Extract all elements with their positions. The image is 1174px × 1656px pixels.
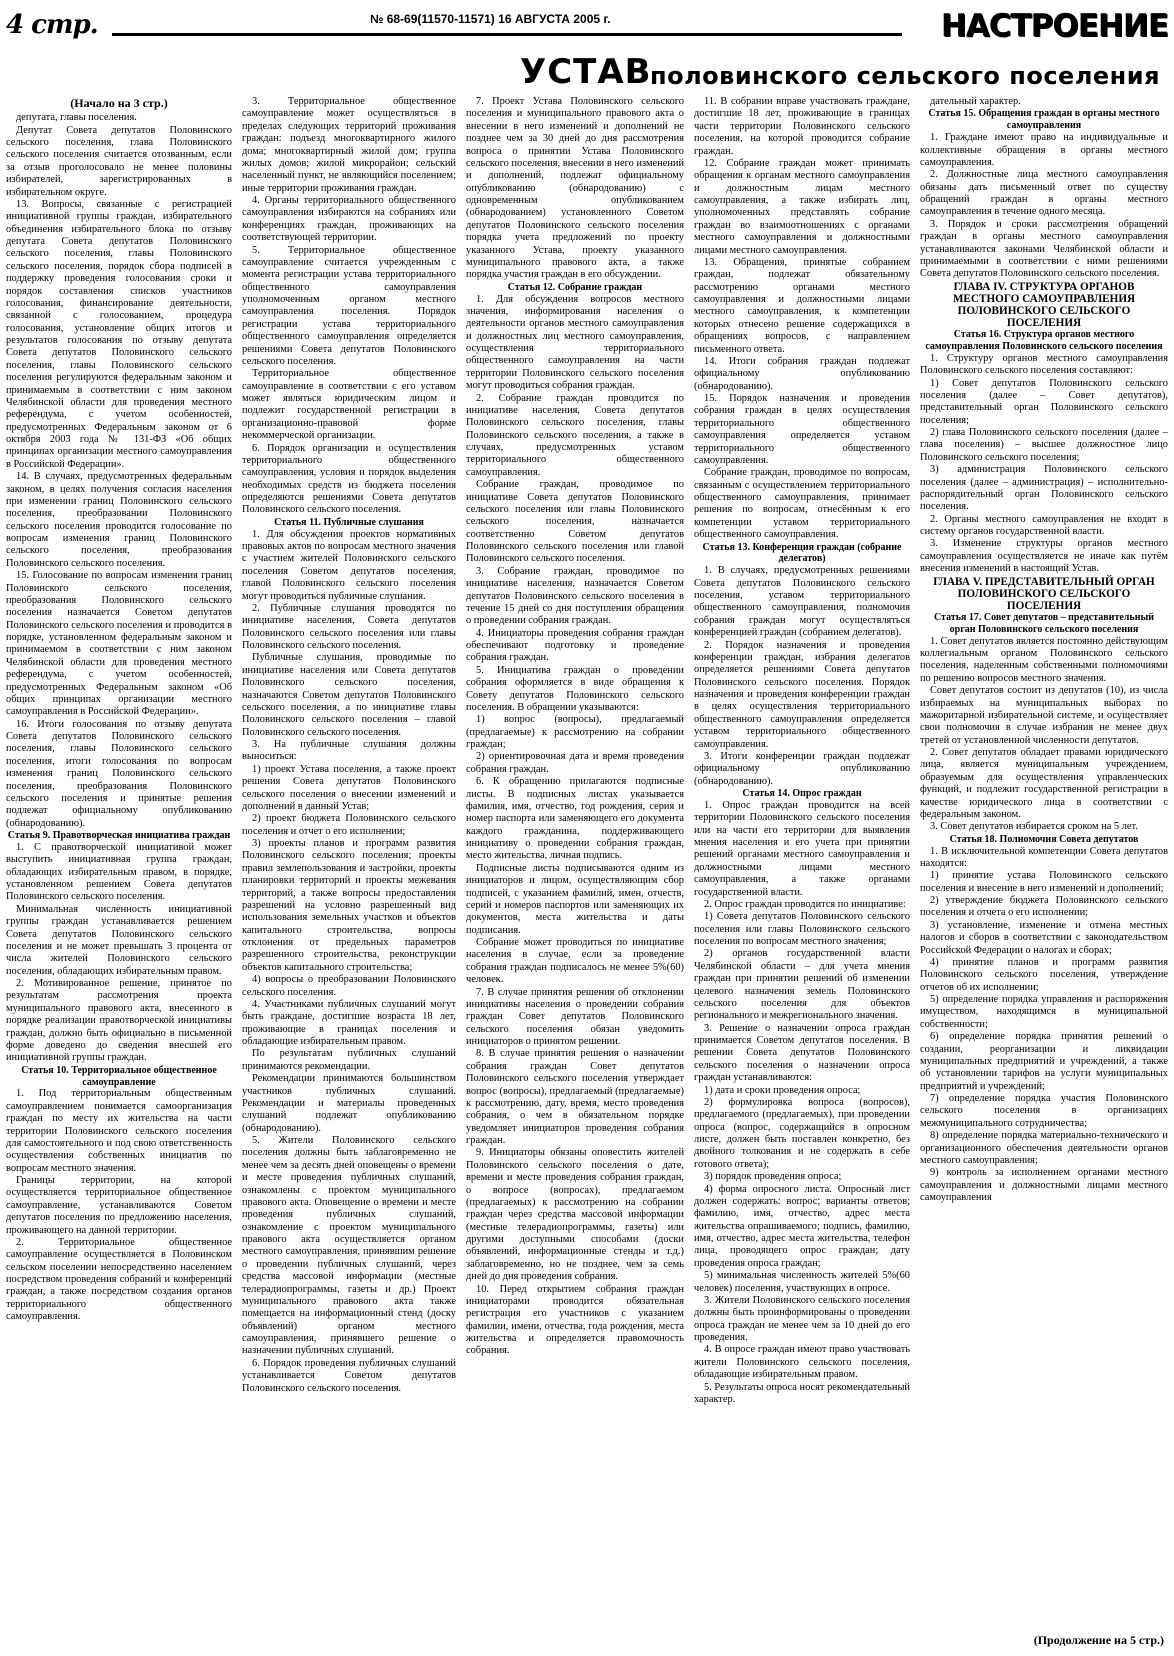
article-body	[6, 96, 1168, 1650]
paragraph: Минимальная численность инициативной группы граждан устанавливается решением Совета депутатов Половинского сельского поселения и не может превышать 3 процента от числа жителей Половинского сельского поселения, обладающих избирательным правом.	[6, 903, 232, 977]
paragraph: 2) проект бюджета Половинского сельского поселения и отчет о его исполнении;	[242, 813, 456, 837]
paragraph: 1. В исключительной компетенции Совета депутатов находятся:	[920, 845, 1168, 869]
paragraph: 6. Порядок проведения публичных слушаний устанавливается Советом депутатов Половинского сельского поселения.	[242, 1357, 456, 1394]
article-heading: Статья 14. Опрос граждан	[742, 788, 862, 800]
paragraph: Подписные листы подписываются одним из инициаторов и лицом, осуществляющим сбор подписей, с указанием фамилий, имен, отчеств, серий и номеров паспортов или заменяющих их документов, места жительства и даты подписания.	[466, 862, 684, 936]
text-column-3	[466, 96, 684, 1650]
paragraph: 5. Результаты опроса носят рекомендательный характер.	[694, 1381, 910, 1405]
paragraph: 2. Публичные слушания проводятся по инициативе населения, Совета депутатов Половинского сельского поселения или главы Половинского сельского поселения.	[242, 602, 456, 652]
paragraph: 2) глава Половинского сельского поселения (далее – глава поселения) – высшее должностное лицо Половинского сельского поселения;	[920, 427, 1168, 463]
paragraph: 6. Порядок организации и осуществления территориального общественного самоуправления, условия и порядок выделения необходимых средств из бюджета поселения определяются решениями Совета депутатов Половинского сельского поселения.	[242, 442, 456, 516]
paragraph: Рекомендации принимаются большинством участников публичных слушаний. Рекомендации и материалы проведенных слушаний подлежат опубликованию (обнародованию).	[242, 1073, 456, 1134]
paragraph: По результатам публичных слушаний принимаются рекомендации.	[242, 1048, 456, 1072]
masthead-rule	[112, 33, 902, 36]
paragraph: Публичные слушания, проводимые по инициативе населения или Совета депутатов Половинского сельского поселения, назначаются Советом депутатов Половинского сельского поселения, а по инициативе главы Половинского сельского поселения – главой Половинского сельского поселения.	[242, 652, 456, 738]
paragraph: 5. Инициатива граждан о проведении собрания оформляется в виде обращения к Совету депутатов Половинского сельского поселения. В обращении указываются:	[466, 664, 684, 713]
paragraph: 2. Органы местного самоуправления не входят в систему органов государственной власти.	[920, 513, 1168, 538]
paragraph: 11. В собрании вправе участвовать граждане, достигшие 18 лет, проживающие в границах части территории Половинского сельского поселения, на которой проводится собрание граждан.	[694, 96, 910, 157]
paragraph: 2. Собрание граждан проводится по инициативе населения, Совета депутатов Половинского сельского поселения, главы Половинского сельского поселения, а также в случаях, предусмотренных уставом территориального общественного самоуправления.	[466, 392, 684, 478]
headline-title: УСТАВ	[520, 52, 652, 92]
paragraph: 13. Обращения, принятые собранием граждан, подлежат обязательному рассмотрению органами местного самоуправления и должностными лицами местного самоуправления, к компетенции которых отнесено решение содержащихся в обращениях вопросов, с направлением письменного ответа.	[694, 256, 910, 355]
paragraph: 2. Совет депутатов обладает правами юридического лица, является муниципальным учреждением, образуемым для осуществления управленческих функций, и подлежит государственной регистрации в качестве юридического лица в соответствии с федеральным законом.	[920, 747, 1168, 820]
issue-info: № 68-69(11570-11571) 16 АВГУСТА 2005 г.	[364, 12, 617, 26]
paragraph: 1) дата и сроки проведения опроса;	[704, 1084, 861, 1096]
paragraph: 9. Инициаторы обязаны оповестить жителей Половинского сельского поселения о дате, времени и месте проведения собрания граждан, о вопросе (вопросах), предлагаемом (предлагаемых) к рассмотрению на собрании граждан через средства массовой информации (местные телерадиопрограммы, газеты) или другими доступными способами (доски объявлений, информационные стенды и т.д.) заблаговременно, но не позднее, чем за семь дней до дня проведения собрания.	[466, 1147, 684, 1283]
article-heading: Статья 18. Полномочия Совета депутатов	[949, 833, 1139, 845]
headline-subtitle: половинского сельского поселения	[650, 62, 1160, 90]
section-title: НАСТРОЕНИЕ	[940, 8, 1168, 44]
paragraph: 1. Граждане имеют право на индивидуальные и коллективные обращения в органы местного самоуправления.	[920, 132, 1168, 168]
paragraph: 2) формулировка вопроса (вопросов), предлагаемого (предлагаемых), при проведении опроса (вопрос, содержащийся в опросном листе, должен быть поставлен конкретно, без двойного толкования и не содержать в себе готового ответа);	[694, 1096, 910, 1170]
paragraph: 5) минимальная численность жителей 5%(60 человек) поселения, участвующих в опросе.	[694, 1270, 910, 1294]
article-heading: Статья 12. Собрание граждан	[507, 281, 643, 293]
paragraph: 7) определение порядка участия Половинского сельского поселения в организациях межмуниципального сотрудничества;	[920, 1093, 1168, 1129]
text-column-5	[920, 96, 1168, 1650]
continuation-note: (Продолжение на 5 стр.)	[1030, 1631, 1168, 1650]
paragraph: 12. Собрание граждан может принимать обращения к органам местного самоуправления и должностным лицам местного самоуправления, а также избирать лиц, уполномоченных представлять собрание граждан во взаимоотношениях с органами местного самоуправления и должностными лицами местного самоуправления.	[694, 157, 910, 256]
paragraph: 5. Жители Половинского сельского поселения должны быть заблаговременно не менее чем за десять дней оповещены о времени и месте проведения публичных слушаний, ознакомлены с проектом муниципального правового акта. Оповещение о времени и месте проведения публичных слушаний, ознакомление с проектом муниципального правового акта осуществляется органом местного самоуправления, принявшим решение о проведении публичных слушаний, через средства массовой информации (местные телерадиопрограммы, газеты и др.) Проект муниципального правового акта также помещается на информационный стенд (доску объявлений) органом местного самоуправления, принявшего решение о назначении публичных слушаний.	[242, 1135, 456, 1357]
continued-note: (Начало на 3 стр.)	[70, 96, 168, 110]
article-heading: Статья 9. Правотворческая инициатива граждан	[7, 830, 231, 842]
paragraph: 3. На публичные слушания должны выноситься:	[242, 739, 456, 763]
paragraph: 2. Опрос граждан проводится по инициативе:	[704, 898, 906, 910]
paragraph: 4. Участниками публичных слушаний могут быть граждане, достигшие возраста 18 лет, проживающие в границах поселения и обладающие избирательным правом.	[242, 998, 456, 1048]
article-heading: Статья 10. Территориальное общественное самоуправление	[21, 1064, 217, 1088]
chapter-heading: ГЛАВА V. ПРЕДСТАВИТЕЛЬНЫЙ ОРГАН ПОЛОВИНСКОГО СЕЛЬСКОГО ПОСЕЛЕНИЯ	[933, 575, 1155, 612]
paragraph: 3. Жители Половинского сельского поселения должны быть проинформированы о проведении опроса граждан не менее чем за 10 дней до его проведения.	[694, 1294, 910, 1344]
paragraph: 3) установление, изменение и отмена местных налогов и сборов в соответствии с законодательством Российской Федерации о налогах и сборах;	[920, 919, 1168, 956]
paragraph: 9) контроль за исполнением органами местного самоуправления и должностными лицами местного самоуправления	[920, 1167, 1168, 1204]
paragraph: 6. К обращению прилагаются подписные листы. В подписных листах указывается фамилия, имя, отчество, год рождения, серия и номер паспорта или заменяющего его документа каждого гражданина, поддерживающего инициативу о проведении собрания граждан, место жительства, личная подпись.	[466, 776, 684, 862]
paragraph: 1. Структуру органов местного самоуправления Половинского сельского поселения составляют:	[920, 352, 1168, 377]
paragraph: 2) органов государственной власти Челябинской области – для учета мнения граждан при принятии решений об изменении целевого назначения земель Половинского сельского поселения для объектов регионального и межрегионального значения.	[694, 948, 910, 1022]
paragraph: 2. Порядок назначения и проведения конференции граждан, избрания делегатов определяется решениями Совета депутатов Половинского сельского поселения. Порядок назначения и проведения конференции граждан в целях осуществления территориального общественного самоуправления определяется уставом территориального общественного самоуправления.	[694, 639, 910, 750]
paragraph: 3. Порядок и сроки рассмотрения обращений граждан в органы местного самоуправления устанавливаются законами Челябинской области и принимаемыми в соответствии с ними решениями Совета депутатов Половинского сельского поселения.	[920, 218, 1168, 280]
paragraph: 3) проекты планов и программ развития Половинского сельского поселения; проекты правил землепользования и застройки, проекты планировки территорий и проекты межевания территорий, а также вопросы предоставления разрешений на условно разрешенный вид использования земельных участков и объектов капитального строительства, вопросы отклонения от предельных параметров разрешенного строительства, реконструкции объектов капитального строительства;	[242, 838, 456, 973]
paragraph: 1) Совета депутатов Половинского сельского поселения или главы Половинского сельского поселения по вопросам местного значения;	[694, 911, 910, 948]
paragraph: 1. С правотворческой инициативой может выступить инициативная группа граждан, обладающих избирательным правом, в порядке, установленном решением Совета депутатов Половинского сельского поселения.	[6, 841, 232, 903]
paragraph: 5. Территориальное общественное самоуправление считается учрежденным с момента регистрации устава территориального общественного самоуправления уполномоченным органом местного самоуправления поселения. Порядок регистрации устава территориального общественного самоуправления определяется решениями Совета депутатов Половинского сельского поселения.	[242, 244, 456, 367]
paragraph: депутата, главы поселения.	[16, 112, 137, 124]
paragraph: 1) Совет депутатов Половинского сельского поселения (далее – Совет депутатов), представительный орган Половинского сельского поселения;	[920, 377, 1168, 426]
paragraph: 14. Итоги собрания граждан подлежат официальному опубликованию (обнародованию).	[694, 355, 910, 392]
paragraph: 1. Совет депутатов является постоянно действующим коллегиальным органом Половинского сельского поселения, наделенным собственными полномочиями по решению вопросов местного значения.	[920, 635, 1168, 684]
paragraph: 2) утверждение бюджета Половинского сельского поселения и отчета о его исполнении;	[920, 895, 1168, 919]
article-heading: Статья 13. Конференция граждан (собрание делегатов)	[702, 541, 902, 565]
paragraph: Границы территории, на которой осуществляется территориальное общественное самоуправление, устанавливаются Советом депутатов поселения по предложению населения, проживающего на данной территории.	[6, 1175, 232, 1236]
paragraph: 16. Итоги голосования по отзыву депутата Совета депутатов Половинского сельского поселения, главы Половинского сельского поселения, итоги голосования по вопросам изменения границ Половинского сельского поселения, преобразования Половинского сельского поселения и принятые решения подлежат официальному опубликованию (обнародованию).	[6, 718, 232, 829]
paragraph: 1) вопрос (вопросы), предлагаемый (предлагаемые) к рассмотрению на собрании граждан;	[466, 714, 684, 751]
paragraph: 7. В случае принятия решения об отклонении инициативы населения о проведении собрания граждан Совет депутатов Половинского сельского поселения обязан уведомить инициаторов о принятом решении.	[466, 986, 684, 1048]
paragraph: 6) определение порядка принятия решений о создании, реорганизации и ликвидации муниципальных предприятий и учреждений, а также об установлении тарифов на услуги муниципальных предприятий и учреждений;	[920, 1031, 1168, 1092]
article-heading: Статья 11. Публичные слушания	[274, 516, 424, 528]
paragraph: 15. Голосование по вопросам изменения границ Половинского сельского поселения, преобразования Половинского сельского поселения назначается Советом депутатов Половинского сельского поселения и проводится в порядке, установленном федеральным законом и принимаемом в соответствии с ним законом Челябинской области для проведения местного референдума, с учетом особенностей, предусмотренных Федеральным законом «Об общих принципах организации местного самоуправления в Российской Федерации».	[6, 570, 232, 718]
paragraph: 3. Итоги конференции граждан подлежат официальному опубликованию (обнародованию).	[694, 750, 910, 787]
paragraph: Собрание может проводиться по инициативе населения в случае, если за проведение собрания граждан подписалось не менее 5%(60) человек.	[466, 937, 684, 986]
article-heading: Статья 16. Структура органов местного самоуправления Половинского сельского поселения	[925, 329, 1163, 352]
paragraph: Совет депутатов состоит из депутатов (10), из числа избираемых на муниципальных выборах по мажоритарной избирательной системе, и осуществляет свои полномочия в случае избрания не менее двух третей от установленной численности депутатов.	[920, 685, 1168, 746]
paragraph: 2. Должностные лица местного самоуправления обязаны дать письменный ответ по существу обращений граждан в органы местного самоуправления в течение одного месяца.	[920, 169, 1168, 218]
paragraph: 3) администрация Половинского сельского поселения (далее – администрация) – исполнительно-распорядительный орган Половинского сельского поселения.	[920, 464, 1168, 513]
paragraph: 1. В случаях, предусмотренных решениями Совета депутатов Половинского сельского поселения, уставом территориального общественного самоуправления, полномочия собрания граждан могут осуществляться конференцией граждан (собранием делегатов).	[694, 565, 910, 639]
paragraph: Собрание граждан, проводимое по инициативе Совета депутатов Половинского сельского поселения или главы Половинского сельского поселения, назначается соответственно Советом депутатов Половинского сельского поселения или главой Половинского сельского поселения.	[466, 479, 684, 565]
paragraph: 1. Для обсуждения проектов нормативных правовых актов по вопросам местного значения с участием жителей Половинского сельского поселения Советом депутатов поселения, главой Половинского сельского поселения могут проводиться публичные слушания.	[242, 528, 456, 602]
paragraph: 1. Опрос граждан проводится на всей территории Половинского сельского поселения или на части его территории для выявления мнения населения и его учета при принятии решений органами местного самоуправления и должностными лицами местного самоуправления, а также органами государственной власти.	[694, 799, 910, 898]
text-column-1	[6, 96, 232, 1650]
paragraph: 2. Территориальное общественное самоуправление осуществляется в Половинском сельском поселении непосредственно населением посредством проведения собраний и конференций граждан, а также посредством создания органов территориального общественного самоуправления.	[6, 1236, 232, 1323]
page-number: 4 стр.	[6, 10, 98, 40]
paragraph: 1. Для обсуждения вопросов местного значения, информирования населения о деятельности органов местного самоуправления и должностных лиц местного самоуправления, осуществления территориального общественного самоуправления на части территории Половинского сельского поселения могут проводиться собрания граждан.	[466, 293, 684, 392]
paragraph: 3. Территориальное общественное самоуправление может осуществляться в пределах следующих территорий проживания граждан: подъезд многоквартирного жилого дома; многоквартирный жилой дом; группа жилых домов; жилой микрорайон; сельский населенный пункт, не являющийся поселением; иные территории проживания граждан.	[242, 96, 456, 194]
headline	[520, 52, 1174, 92]
paragraph: 7. Проект Устава Половинского сельского поселения и муниципального правового акта о внесении в него изменений и дополнений не позднее чем за 30 дней до дня рассмотрения вопроса о принятии Устава Половинского сельского поселения, внесении в него изменений и дополнений, подлежат официальному опубликованию (обнародованию) с одновременным опубликованием (обнародованием) установленного Советом депутатов Половинского сельского поселения порядка учета предложений по проекту указанного Устава, проекту указанного муниципального правового акта, а также порядка участия граждан в его обсуждении.	[466, 96, 684, 281]
paragraph: 2. Мотивированное решение, принятое по результатам рассмотрения проекта муниципального правового акта, внесенного в порядке реализации правотворческой инициативы граждан, должно быть официально в письменной форме доведено до сведения внесшей его инициативной группы граждан.	[6, 978, 232, 1064]
paragraph: 2) ориентировочная дата и время проведения собрания граждан.	[466, 751, 684, 775]
article-heading: Статья 17. Совет депутатов – представительный орган Половинского сельского поселения	[933, 611, 1155, 635]
chapter-heading: ГЛАВА IV. СТРУКТУРА ОРГАНОВ МЕСТНОГО САМОУПРАВЛЕНИЯ ПОЛОВИНСКОГО СЕЛЬСКОГО ПОСЕЛЕНИЯ	[952, 280, 1136, 329]
paragraph: Собрание граждан, проводимое по вопросам, связанным с осуществлением территориального общественного самоуправления, принимает решения по вопросам, отнесённым к его компетенции уставом территориального общественного самоуправления.	[694, 467, 910, 541]
text-column-4	[694, 96, 910, 1650]
paragraph: 3. Изменение структуры органов местного самоуправления осуществляется не иначе как путём внесения изменений в настоящий Устав.	[920, 538, 1168, 575]
paragraph: 4. В опросе граждан имеют право участвовать жители Половинского сельского поселения, обладающие избирательным правом.	[694, 1344, 910, 1381]
paragraph: 1. Под территориальным общественным самоуправлением понимается самоорганизация граждан по месту их жительства на части территории Половинского сельского поселения для самостоятельного и под свою ответственность осуществления собственных инициатив по вопросам местного значения.	[6, 1088, 232, 1174]
paragraph: Депутат Совета депутатов Половинского сельского поселения, глава Половинского сельского поселения считается отозванным, если за отзыв проголосовало не менее половины избирателей, зарегистрированных в избирательном округе.	[6, 124, 232, 198]
text-column-2	[242, 96, 456, 1650]
paragraph: 10. Перед открытием собрания граждан инициаторами проводится обязательная регистрация его участников с указанием фамилии, имени, отчества, года рождения, места жительства и определяется правомочность собрания.	[466, 1283, 684, 1357]
paragraph: 14. В случаях, предусмотренных федеральным законом, в целях получения согласия населения при изменении границ Половинского сельского поселения, преобразовании Половинского сельского поселения проводится голосование по вопросам изменения границ Половинского сельского поселения, преобразования Половинского сельского поселения.	[6, 471, 232, 569]
paragraph: 8. В случае принятия решения о назначении собрания граждан Совет депутатов Половинского сельского поселения утверждает вопрос (вопросы), предлагаемый (предлагаемые) к рассмотрению, дату, время, место проведения собрания, о чем в обязательном порядке уведомляет инициаторов проведения собрания граждан.	[466, 1048, 684, 1147]
paragraph: 13. Вопросы, связанные с регистрацией инициативной группы граждан, избирательного объединения избирательного блока по отзыву депутата Совета депутатов Половинского сельского поселения, главы Половинского сельского поселения, порядок сбора подписей в поддержку проведения голосования сроки и порядок составления списков участников голосования, финансирование деятельности, связанной с голосованием, процедура голосования, установление общих итогов и результатов голосования по отзыву депутата Совета депутатов Половинского сельского поселения, главы Половинского сельского поселения регулируются федеральным законом и принимаемым в соответствии с ним законом Челябинской области для проведения местного референдума, с учетом особенностей, предусмотренных Федеральным законом от 6 октября 2003 года № 131-ФЗ «Об общих принципах организации местного самоуправления в Российской Федерации».	[6, 198, 232, 470]
paragraph: 4. Инициаторы проведения собрания граждан обеспечивают подготовку и проведение собрания граждан.	[466, 627, 684, 664]
paragraph: 8) определение порядка материально-технического и организационного обеспечения деятельности органов местного самоуправления;	[920, 1130, 1168, 1166]
paragraph: 4. Органы территориального общественного самоуправления избираются на собраниях или конференциях граждан, проживающих на соответствующей территории.	[242, 195, 456, 244]
paragraph: 4) форма опросного листа. Опросный лист должен содержать: вопрос; варианты ответов; фамилию, имя, отчество, адрес места жительства опрашиваемого; подпись, фамилию, имя, отчество, адрес места жительства, телефон лица, проводящего опрос граждан; дату проведения опроса граждан;	[694, 1183, 910, 1269]
masthead	[0, 0, 1174, 58]
paragraph: 5) определение порядка управления и распоряжения имуществом, находящимся в муниципальной собственности;	[920, 994, 1168, 1030]
paragraph: 3. Совет депутатов избирается сроком на 5 лет.	[930, 821, 1138, 833]
paragraph: 3) порядок проведения опроса;	[704, 1171, 842, 1183]
paragraph: 4) вопросы о преобразовании Половинского сельского поселения.	[242, 974, 456, 998]
paragraph: 1) проект Устава поселения, а также проект решения Совета депутатов Половинского сельского поселения о внесении изменений и дополнений в данный Устав;	[242, 763, 456, 812]
paragraph: Территориальное общественное самоуправление в соответствии с его уставом может являться юридическим лицом и подлежит государственной регистрации в организационно-правовой форме некоммерческой организации.	[242, 368, 456, 442]
paragraph: 3. Решение о назначении опроса граждан принимается Советом депутатов поселения. В решении Совета депутатов Половинского сельского поселения о назначении опроса граждан устанавливаются:	[694, 1022, 910, 1084]
paragraph: дательный характер.	[930, 96, 1021, 107]
paragraph: 15. Порядок назначения и проведения собрания граждан в целях осуществления территориального общественного самоуправления определяется уставом территориального общественного самоуправления.	[694, 393, 910, 466]
paragraph: 3. Собрание граждан, проводимое по инициативе населения, назначается Советом депутатов Половинского сельского поселения в течение 15 дней со дня поступления обращения о проведении собрания граждан.	[466, 565, 684, 627]
paragraph: 4) принятие планов и программ развития Половинского сельского поселения, утверждение отчетов об их исполнении;	[920, 956, 1168, 993]
article-heading: Статья 15. Обращения граждан в органы местного самоуправления	[928, 108, 1160, 132]
paragraph: 1) принятие устава Половинского сельского поселения и внесение в него изменений и дополнений;	[920, 870, 1168, 894]
